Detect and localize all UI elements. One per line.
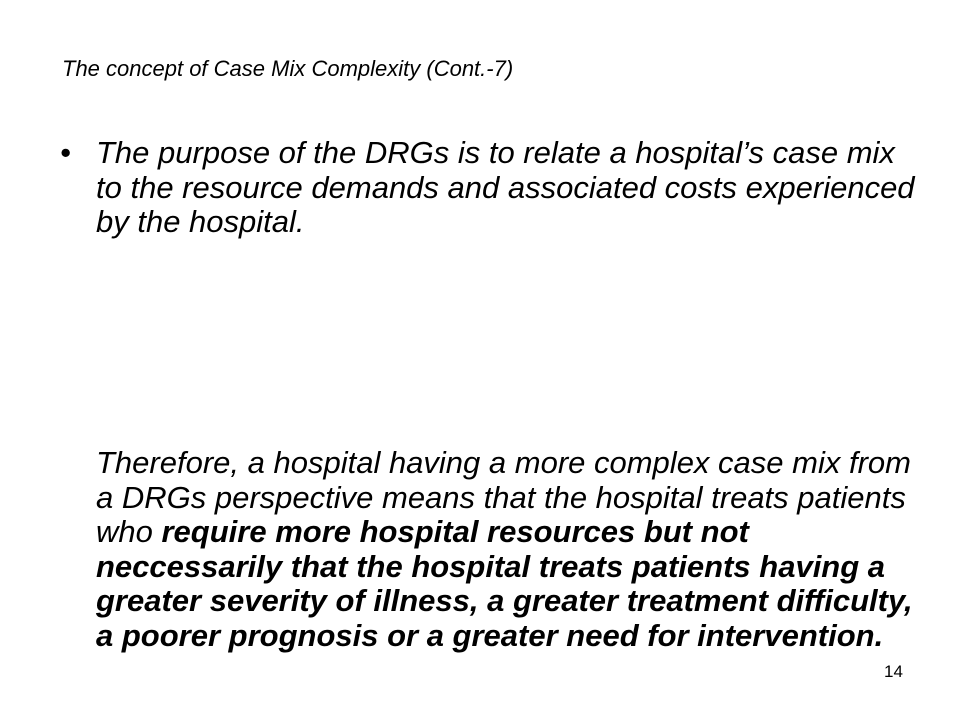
continuation-paragraph	[96, 446, 916, 653]
continuation-bold-text: require more hospital resources but not neccessarily that the hospital treats patients having a greater severity of illness, a greater treatment difficulty, a poorer prognosis or a greater need for intervention.	[96, 514, 913, 653]
slide-title: The concept of Case Mix Complexity (Cont.-7)	[62, 56, 514, 81]
bullet-marker: •	[60, 135, 71, 170]
bullet-text: The purpose of the DRGs is to relate a hospital’s case mix to the resource demands and associated costs experienced by the hospital.	[96, 135, 915, 239]
continuation-plain-text: Therefore, a hospital having a more complex case mix from a DRGs perspective means that the hospital treats patients who	[96, 445, 911, 549]
page-number: 14	[884, 662, 903, 681]
